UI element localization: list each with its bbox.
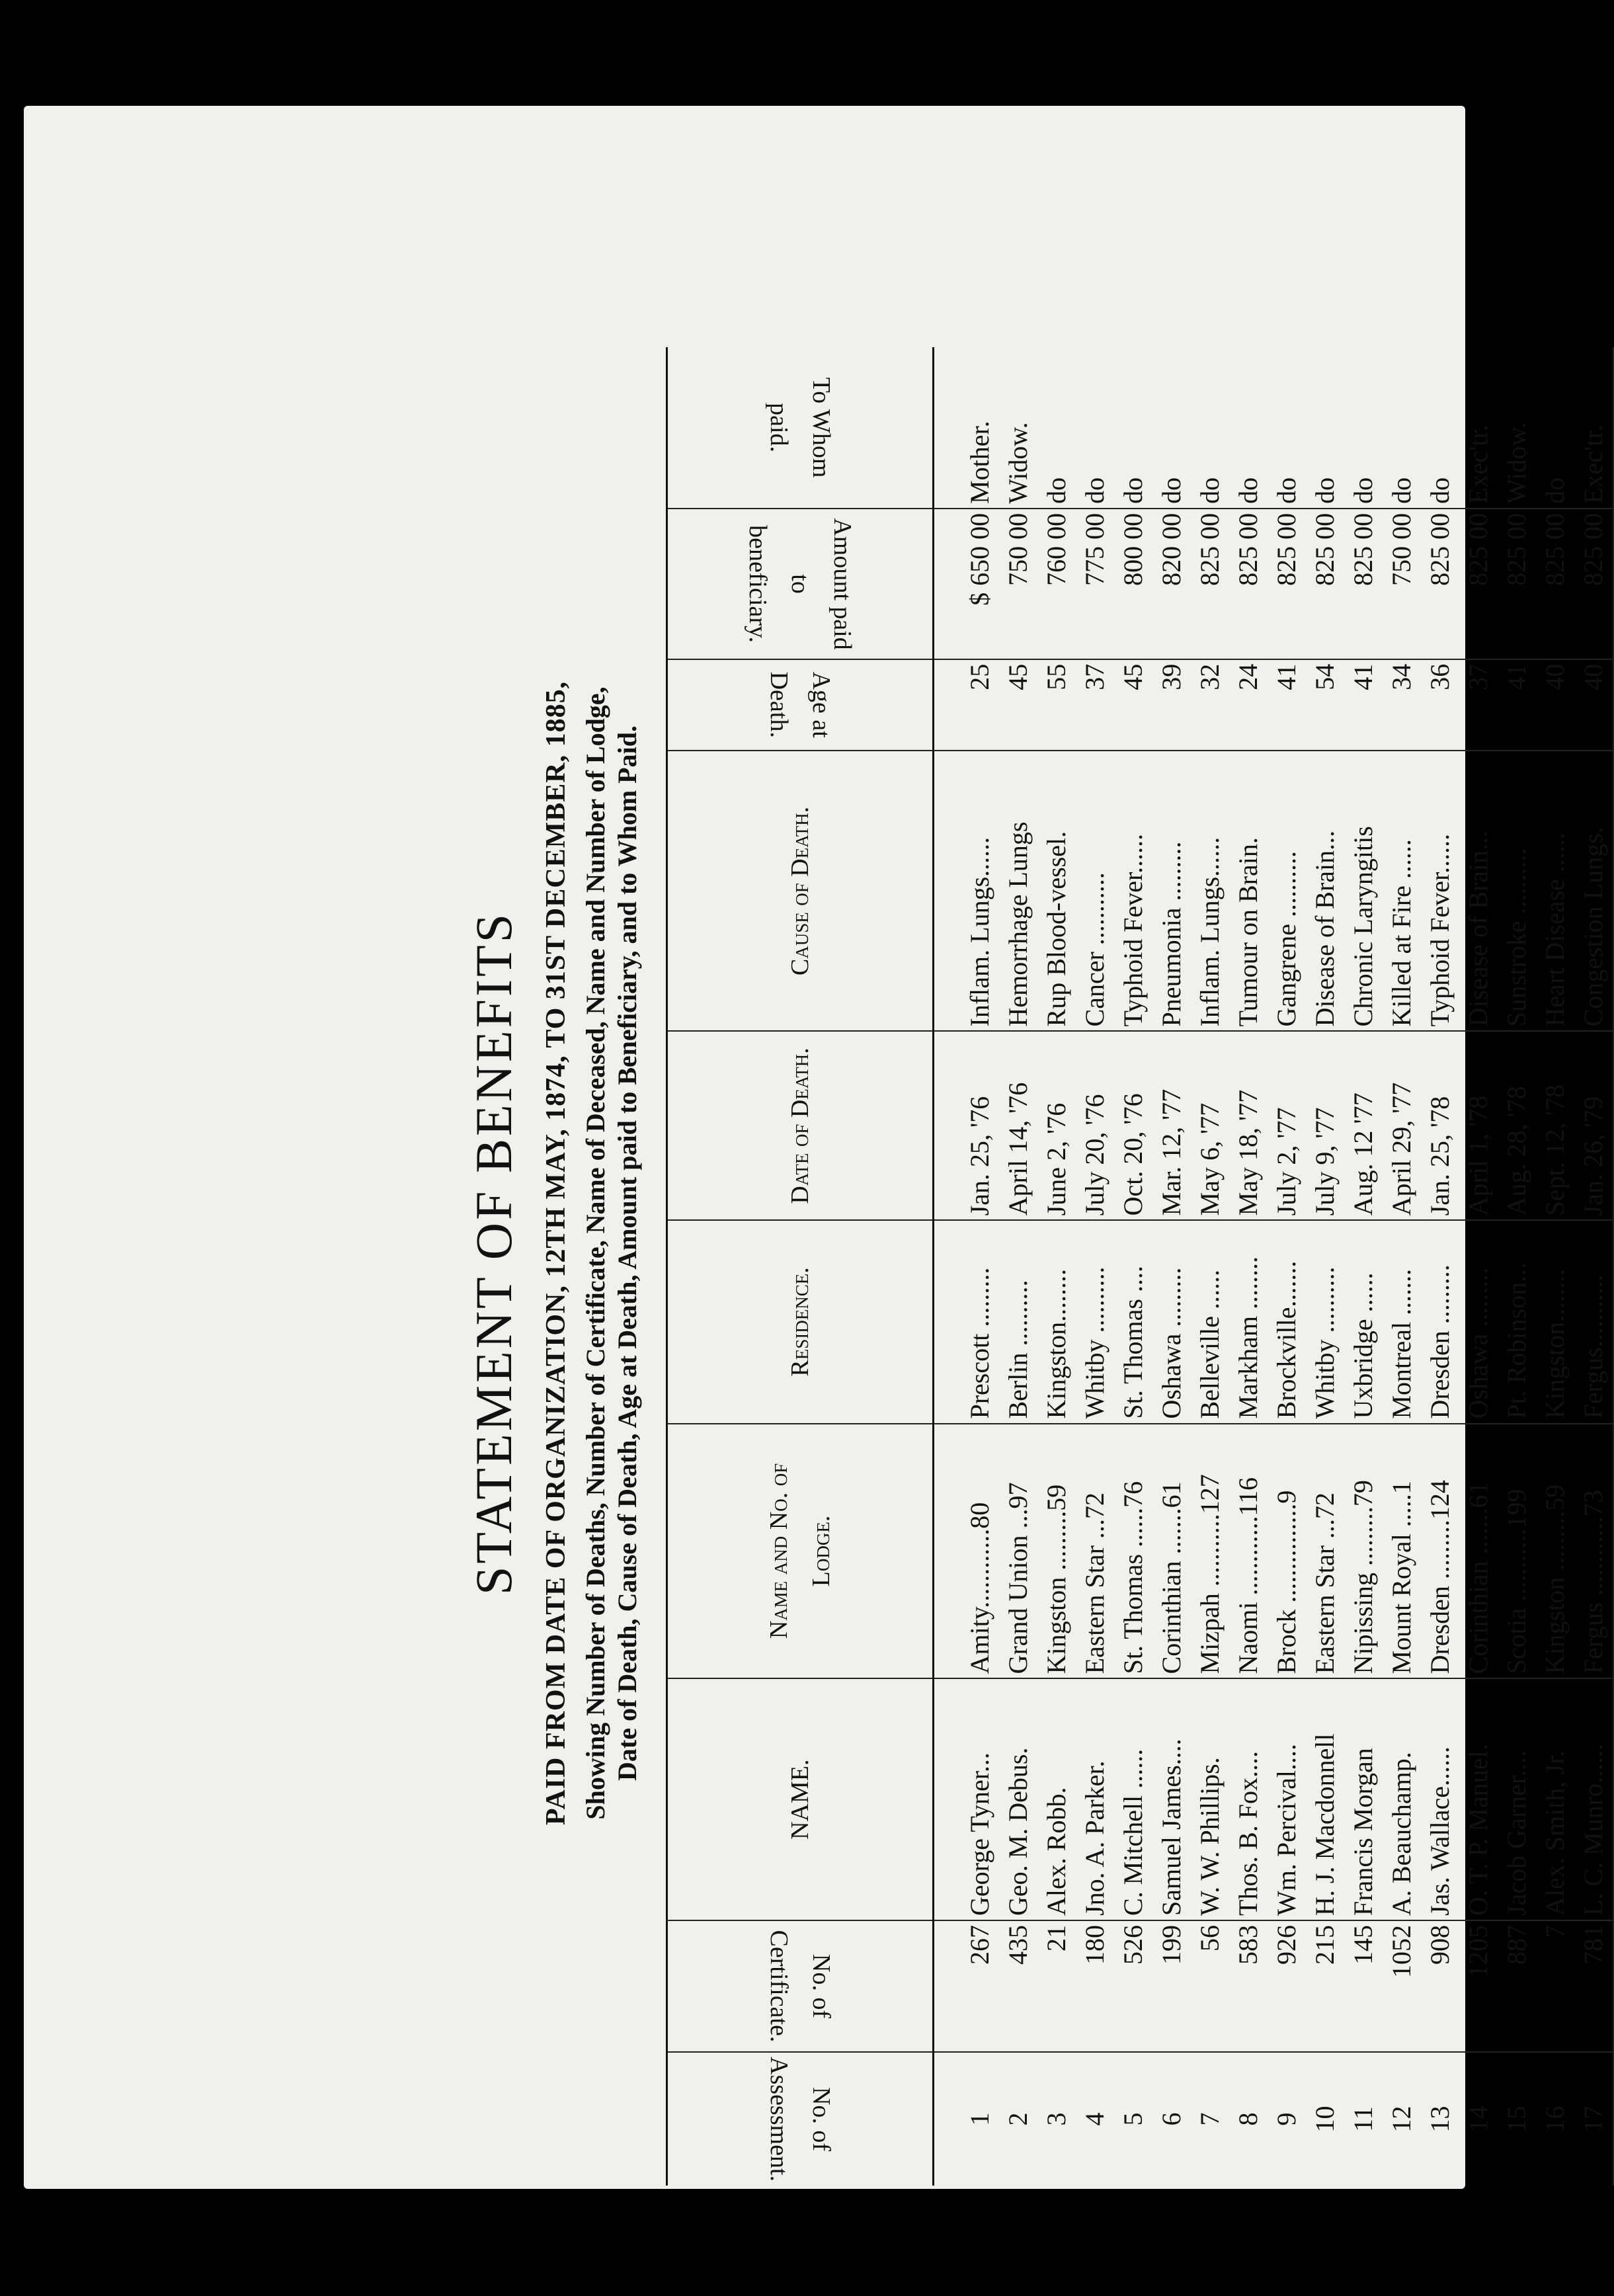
table-row <box>1268 347 1306 2186</box>
cell-date-of-death: Mar. 12, '77 <box>1152 1031 1191 1220</box>
cell-name: Jno. A. Parker. <box>1076 1678 1114 1920</box>
cell-to-whom: do <box>1191 347 1229 509</box>
cell-residence: Kingston........ <box>1037 1220 1076 1423</box>
cell-amount: $ 650 00 <box>934 509 1000 659</box>
cell-date-of-death: June 2, '76 <box>1037 1031 1076 1220</box>
table-row <box>1498 347 1536 2186</box>
cell-residence: Whitby .......... <box>1076 1220 1114 1423</box>
cell-date-of-death: April 1, '78 <box>1459 1031 1498 1220</box>
table-row <box>1037 347 1076 2186</box>
cell-residence: Markham ........ <box>1229 1220 1268 1423</box>
cell-to-whom: Exec'tr. <box>1574 347 1613 509</box>
cell-amount: 825 00 <box>1421 509 1459 659</box>
cell-certificate: 56 <box>1191 1920 1229 2052</box>
document-page <box>24 106 1608 2189</box>
cell-assessment: 17 <box>1574 2052 1613 2186</box>
cell-lodge: Mount Royal .....1 <box>1383 1424 1421 1679</box>
cell-to-whom: do <box>1536 347 1574 509</box>
cell-to-whom: do <box>1421 347 1459 509</box>
cell-cause-of-death: Sunstroke .......... <box>1498 751 1536 1031</box>
cell-age: 45 <box>1114 659 1152 751</box>
cell-amount: 825 00 <box>1306 509 1344 659</box>
cell-assessment: 1 <box>965 2112 994 2126</box>
cell-amount: 825 00 <box>1344 509 1383 659</box>
cell-amount: 825 00 <box>1498 509 1536 659</box>
cell-lodge: Grand Union ...97 <box>999 1424 1037 1679</box>
cell-certificate: 435 <box>999 1920 1037 2052</box>
cell-date-of-death: Sept. 12, '78 <box>1536 1031 1574 1220</box>
table-row <box>1076 347 1114 2186</box>
table-row <box>1574 347 1613 2186</box>
cell-age: 37 <box>1076 659 1114 751</box>
cell-lodge: St. Thomas ......76 <box>1114 1424 1152 1679</box>
cell-to-whom: do <box>1229 347 1268 509</box>
cell-lodge: Dresden .........124 <box>1421 1424 1459 1679</box>
cell-age: 40 <box>1574 659 1613 751</box>
cell-lodge: Fergus ............73 <box>1574 1424 1613 1679</box>
cell-assessment: 11 <box>1348 2106 1378 2132</box>
cell-to-whom: do <box>1076 347 1114 509</box>
table-row <box>1114 347 1152 2186</box>
cell-cause-of-death: Inflam. Lungs...... <box>1191 751 1229 1031</box>
cell-amount: 825 00 <box>1459 509 1498 659</box>
table-row <box>1191 347 1229 2186</box>
cell-amount: 760 00 <box>1037 509 1076 659</box>
cell-age: 25 <box>934 659 1000 751</box>
cell-age: 36 <box>1421 659 1459 751</box>
cell-certificate: 180 <box>1076 1920 1114 2052</box>
cell-assessment: 13 <box>1425 2106 1455 2133</box>
cell-name: O. T. P. Manuel. <box>1459 1678 1498 1920</box>
cell-date-of-death: Jan. 26, '79 <box>1574 1031 1613 1220</box>
cell-certificate: 145 <box>1344 1920 1383 2052</box>
cell-date-of-death: Oct. 20, '76 <box>1114 1031 1152 1220</box>
cell-certificate: 908 <box>1421 1920 1459 2052</box>
cell-name: Samuel James.... <box>1152 1678 1191 1920</box>
cell-to-whom: do <box>1306 347 1344 509</box>
cell-amount: 750 00 <box>1383 509 1421 659</box>
cell-assessment: 15 <box>1502 2106 1531 2133</box>
cell-name: Alex. Smith, Jr. <box>1536 1678 1574 1920</box>
cell-date-of-death: July 2, '77 <box>1268 1031 1306 1220</box>
cell-age: 55 <box>1037 659 1076 751</box>
cell-lodge: Mizpah ...........127 <box>1191 1424 1229 1679</box>
cell-lodge: Eastern Star ...72 <box>1076 1424 1114 1679</box>
cell-name: Francis Morgan <box>1344 1678 1383 1920</box>
table-row <box>1306 347 1344 2186</box>
cell-cause-of-death: Tumour on Brain. <box>1229 751 1268 1031</box>
cell-name: Jas. Wallace...... <box>1421 1678 1459 1920</box>
cell-lodge: Naomi ............116 <box>1229 1424 1268 1679</box>
document-subtitle: PAID FROM DATE OF ORGANIZATION, 12TH MAY, 1874, TO 31ST DECEMBER, 1885, <box>541 680 571 1826</box>
table-row <box>1459 347 1498 2186</box>
cell-amount: 775 00 <box>1076 509 1114 659</box>
cell-residence: Oshawa ......... <box>1459 1220 1498 1423</box>
cell-date-of-death: April 14, '76 <box>999 1031 1037 1220</box>
cell-certificate: 1052 <box>1383 1920 1421 2052</box>
cell-age: 41 <box>1498 659 1536 751</box>
cell-amount: 825 00 <box>1536 509 1574 659</box>
cell-name: Jacob Garner.... <box>1498 1678 1536 1920</box>
cell-assessment: 10 <box>1310 2106 1340 2133</box>
cell-name: H. J. Macdonnell <box>1306 1678 1344 1920</box>
cell-certificate: 926 <box>1268 1920 1306 2052</box>
cell-residence: Berlin .......... <box>999 1220 1037 1423</box>
cell-name: Geo. M. Debus. <box>999 1678 1037 1920</box>
header-certificate: No. of Certificate. <box>667 1920 934 2052</box>
table-row <box>1536 347 1574 2186</box>
cell-name: L. C. Munro...... <box>1574 1678 1613 1920</box>
cell-residence: Kingston........ <box>1536 1220 1574 1423</box>
cell-amount: 825 00 <box>1229 509 1268 659</box>
cell-certificate: 1205 <box>1459 1920 1498 2052</box>
header-residence: Residence. <box>667 1220 934 1423</box>
table-row <box>1344 347 1383 2186</box>
cell-cause-of-death: Heart Disease ...... <box>1536 751 1574 1031</box>
cell-to-whom: do <box>1344 347 1383 509</box>
cell-certificate: 7 <box>1536 1920 1574 2052</box>
cell-to-whom: do <box>1152 347 1191 509</box>
cell-cause-of-death: Chronic Laryngitis <box>1344 751 1383 1031</box>
table-row <box>1152 347 1191 2186</box>
cell-amount: 825 00 <box>1268 509 1306 659</box>
header-lodge: Name and No. of Lodge. <box>667 1424 934 1679</box>
cell-to-whom: Exec'tr. <box>1459 347 1498 509</box>
cell-name: Wm. Percival.... <box>1268 1678 1306 1920</box>
cell-name: Alex. Robb. <box>1037 1678 1076 1920</box>
document-description <box>580 294 643 2212</box>
cell-name: George Tyner... <box>934 1678 1000 1920</box>
cell-assessment: 2 <box>1003 2112 1033 2126</box>
cell-age: 34 <box>1383 659 1421 751</box>
cell-assessment: 9 <box>1271 2112 1301 2126</box>
table-row <box>999 347 1037 2186</box>
cell-cause-of-death: Disease of Brain... <box>1306 751 1344 1031</box>
cell-date-of-death: Jan. 25, '78 <box>1421 1031 1459 1220</box>
cell-amount: 825 00 <box>1191 509 1229 659</box>
description-line-2: Date of Death, Cause of Death, Age at Death, Amount paid to Beneficiary, and to Whom Paid. <box>612 725 642 1781</box>
cell-date-of-death: May 18, '77 <box>1229 1031 1268 1220</box>
cell-age: 40 <box>1536 659 1574 751</box>
cell-certificate: 583 <box>1229 1920 1268 2052</box>
cell-date-of-death: Aug. 12 '77 <box>1344 1031 1383 1220</box>
cell-residence: Dresden ......... <box>1421 1220 1459 1423</box>
cell-certificate: 199 <box>1152 1920 1191 2052</box>
cell-amount: 750 00 <box>999 509 1037 659</box>
cell-cause-of-death: Typhoid Fever...... <box>1114 751 1152 1031</box>
cell-age: 41 <box>1344 659 1383 751</box>
cell-lodge: Corinthian .......61 <box>1152 1424 1191 1679</box>
description-line-1: Showing Number of Deaths, Number of Certificate, Name of Deceased, Name and Number of Lodge, <box>581 686 610 1820</box>
cell-to-whom: do <box>1037 347 1076 509</box>
cell-to-whom: do <box>1383 347 1421 509</box>
cell-lodge: Kingston .........59 <box>1037 1424 1076 1679</box>
cell-cause-of-death: Typhoid Fever...... <box>1421 751 1459 1031</box>
cell-residence: Uxbridge ...... <box>1344 1220 1383 1423</box>
cell-to-whom: do <box>1114 347 1152 509</box>
cell-age: 24 <box>1229 659 1268 751</box>
cell-assessment: 6 <box>1156 2112 1186 2126</box>
table-header-row <box>667 347 934 2186</box>
cell-to-whom: Widow. <box>1498 347 1536 509</box>
cell-lodge: Kingston .........59 <box>1536 1424 1574 1679</box>
cell-residence: Pt. Robinson... <box>1498 1220 1536 1423</box>
cell-cause-of-death: Pneumonia ......... <box>1152 751 1191 1031</box>
cell-cause-of-death: Hemorrhage Lungs <box>999 751 1037 1031</box>
header-age: Age at Death. <box>667 659 934 751</box>
cell-to-whom: Mother. <box>934 347 1000 509</box>
cell-assessment: 7 <box>1195 2112 1225 2126</box>
cell-lodge: Nipissing .........79 <box>1344 1424 1383 1679</box>
cell-date-of-death: Jan. 25, '76 <box>934 1031 1000 1220</box>
cell-date-of-death: July 20, '76 <box>1076 1031 1114 1220</box>
cell-certificate: 887 <box>1498 1920 1536 2052</box>
cell-cause-of-death: Congestion Lungs. <box>1574 751 1613 1031</box>
cell-date-of-death: May 6, '77 <box>1191 1031 1229 1220</box>
cell-assessment: 14 <box>1463 2106 1493 2133</box>
header-assessment: No. of Assessment. <box>667 2052 934 2186</box>
cell-residence: St. Thomas .... <box>1114 1220 1152 1423</box>
cell-age: 41 <box>1268 659 1306 751</box>
cell-lodge: Eastern Star ...72 <box>1306 1424 1344 1679</box>
cell-to-whom: do <box>1268 347 1306 509</box>
cell-residence: Fergus........... <box>1574 1220 1613 1423</box>
cell-assessment: 4 <box>1080 2112 1110 2126</box>
cell-date-of-death: July 9, '77 <box>1306 1031 1344 1220</box>
cell-lodge: Amity............80 <box>934 1424 1000 1679</box>
cell-cause-of-death: Inflam. Lungs...... <box>934 751 1000 1031</box>
header-cause-of-death: Cause of Death. <box>667 751 934 1031</box>
cell-residence: Whitby .......... <box>1306 1220 1344 1423</box>
header-name: NAME. <box>667 1678 934 1920</box>
cell-amount: 800 00 <box>1114 509 1152 659</box>
cell-cause-of-death: Gangrene .......... <box>1268 751 1306 1031</box>
cell-lodge: Corinthian .......61 <box>1459 1424 1498 1679</box>
rotated-content <box>299 294 1608 2212</box>
cell-certificate: 781 <box>1574 1920 1613 2052</box>
cell-certificate: 215 <box>1306 1920 1344 2052</box>
benefits-table <box>666 347 1614 2186</box>
cell-age: 37 <box>1459 659 1498 751</box>
cell-assessment: 3 <box>1041 2112 1071 2126</box>
header-amount: Amount paid to beneficiary. <box>667 509 934 659</box>
cell-cause-of-death: Killed at Fire ...... <box>1383 751 1421 1031</box>
cell-assessment: 5 <box>1118 2112 1148 2126</box>
cell-lodge: Scotia ...........199 <box>1498 1424 1536 1679</box>
cell-name: Thos. B. Fox.... <box>1229 1678 1268 1920</box>
cell-certificate: 21 <box>1037 1920 1076 2052</box>
cell-name: C. Mitchell ...... <box>1114 1678 1152 1920</box>
header-to-whom: To Whom paid. <box>667 347 934 509</box>
cell-amount: 825 00 <box>1574 509 1613 659</box>
cell-residence: Montreal ....... <box>1383 1220 1421 1423</box>
cell-certificate: 526 <box>1114 1920 1152 2052</box>
table-row <box>934 347 1000 2186</box>
table-row <box>1229 347 1268 2186</box>
cell-cause-of-death: Rup Blood-vessel. <box>1037 751 1076 1031</box>
cell-lodge: Brock ...............9 <box>1268 1424 1306 1679</box>
cell-age: 45 <box>999 659 1037 751</box>
cell-residence: Belleville ...... <box>1191 1220 1229 1423</box>
cell-assessment: 16 <box>1540 2106 1570 2133</box>
cell-to-whom: Widow. <box>999 347 1037 509</box>
cell-amount: 820 00 <box>1152 509 1191 659</box>
document-title: STATEMENT OF BENEFITS <box>465 911 522 1596</box>
cell-assessment: 12 <box>1387 2106 1416 2133</box>
cell-cause-of-death: Cancer ........... <box>1076 751 1114 1031</box>
header-date-of-death: Date of Death. <box>667 1031 934 1220</box>
cell-certificate: 267 <box>934 1920 1000 2052</box>
cell-residence: Prescott ......... <box>934 1220 1000 1423</box>
cell-age: 54 <box>1306 659 1344 751</box>
cell-cause-of-death: Disease of Brain... <box>1459 751 1498 1031</box>
cell-name: A. Beauchamp. <box>1383 1678 1421 1920</box>
cell-age: 39 <box>1152 659 1191 751</box>
cell-name: W. W. Phillips. <box>1191 1678 1229 1920</box>
cell-assessment: 8 <box>1233 2112 1263 2126</box>
table-row <box>1383 347 1421 2186</box>
cell-age: 32 <box>1191 659 1229 751</box>
cell-date-of-death: Aug. 28, '78 <box>1498 1031 1536 1220</box>
table-row <box>1421 347 1459 2186</box>
cell-residence: Oshawa ......... <box>1152 1220 1191 1423</box>
cell-date-of-death: April 29, '77 <box>1383 1031 1421 1220</box>
cell-residence: Brockville....... <box>1268 1220 1306 1423</box>
